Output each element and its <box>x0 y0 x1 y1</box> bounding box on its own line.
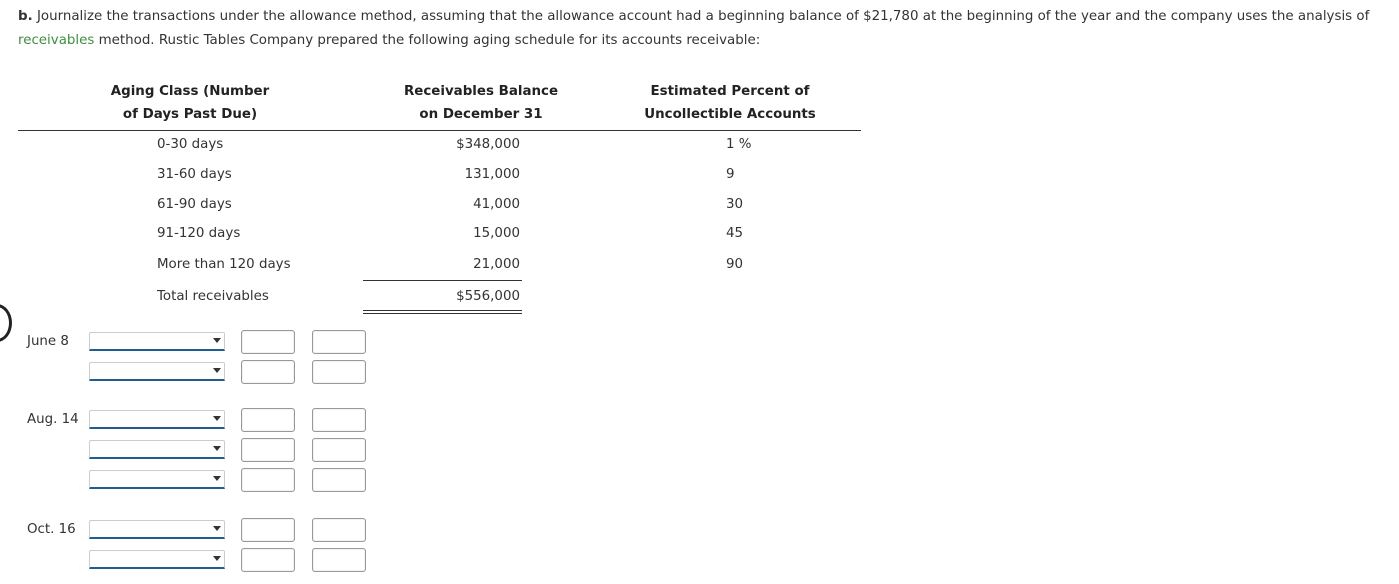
header-balance <box>381 80 581 126</box>
total-double-rule <box>363 313 522 314</box>
header-rule <box>18 130 861 131</box>
account-dropdown[interactable] <box>89 440 225 459</box>
header-line: Uncollectible Accounts <box>644 107 816 122</box>
part-label: b. <box>18 9 33 24</box>
aging-class: 61-90 days <box>157 197 232 212</box>
debit-input[interactable] <box>241 330 295 354</box>
credit-input[interactable] <box>312 330 366 354</box>
uncollectible-percent: 45 <box>726 226 744 241</box>
chevron-down-icon <box>213 416 221 421</box>
aging-class: 31-60 days <box>157 167 232 182</box>
aging-class: 91-120 days <box>157 226 241 241</box>
uncollectible-percent: 30 <box>726 197 744 212</box>
chevron-down-icon <box>213 368 221 373</box>
header-line: Aging Class (Number <box>110 84 270 99</box>
account-dropdown[interactable] <box>89 410 225 429</box>
account-dropdown[interactable] <box>89 550 225 569</box>
account-dropdown[interactable] <box>89 362 225 381</box>
credit-input[interactable] <box>312 408 366 432</box>
credit-input[interactable] <box>312 438 366 462</box>
uncollectible-percent: 1 % <box>726 137 752 152</box>
chevron-down-icon <box>213 338 221 343</box>
debit-input[interactable] <box>241 360 295 384</box>
uncollectible-percent: 9 <box>726 167 735 182</box>
receivable-balance: 21,000 <box>473 257 520 272</box>
journal-date: Aug. 14 <box>27 412 79 427</box>
instructions-text-2: method. Rustic Tables Company prepared the following aging schedule for its accounts receivable: <box>94 33 761 48</box>
journal-date: Oct. 16 <box>27 522 76 537</box>
total-label: Total receivables <box>157 289 269 304</box>
header-percent <box>630 80 830 126</box>
instructions <box>18 5 1398 53</box>
credit-input[interactable] <box>312 360 366 384</box>
account-dropdown[interactable] <box>89 332 225 351</box>
step-circle-icon <box>0 304 12 342</box>
account-dropdown[interactable] <box>89 520 225 539</box>
header-line: Receivables Balance <box>403 84 559 99</box>
aging-class: 0-30 days <box>157 137 224 152</box>
receivable-balance: 41,000 <box>473 197 520 212</box>
journal-date: June 8 <box>27 334 69 349</box>
header-line: Estimated Percent of <box>650 84 810 99</box>
aging-class: More than 120 days <box>157 257 291 272</box>
debit-input[interactable] <box>241 518 295 542</box>
receivable-balance: 15,000 <box>473 226 520 241</box>
receivables-link[interactable]: receivables <box>18 33 95 48</box>
debit-input[interactable] <box>241 548 295 572</box>
total-double-rule <box>363 310 522 311</box>
header-aging-class <box>90 80 290 126</box>
uncollectible-percent: 90 <box>726 257 744 272</box>
debit-input[interactable] <box>241 468 295 492</box>
chevron-down-icon <box>213 446 221 451</box>
credit-input[interactable] <box>312 518 366 542</box>
chevron-down-icon <box>213 556 221 561</box>
header-line: of Days Past Due) <box>122 107 258 122</box>
subtotal-rule <box>363 280 522 281</box>
credit-input[interactable] <box>312 548 366 572</box>
debit-input[interactable] <box>241 438 295 462</box>
chevron-down-icon <box>213 476 221 481</box>
credit-input[interactable] <box>312 468 366 492</box>
receivable-balance: 131,000 <box>464 167 520 182</box>
instructions-text: Journalize the transactions under the allowance method, assuming that the allowance account had a beginning balance of $21,780 at the beginning of the year and the company uses the analysis of <box>32 9 1370 24</box>
account-dropdown[interactable] <box>89 470 225 489</box>
chevron-down-icon <box>213 526 221 531</box>
header-line: on December 31 <box>419 107 543 122</box>
total-value: $556,000 <box>456 289 520 304</box>
receivable-balance: $348,000 <box>456 137 520 152</box>
debit-input[interactable] <box>241 408 295 432</box>
